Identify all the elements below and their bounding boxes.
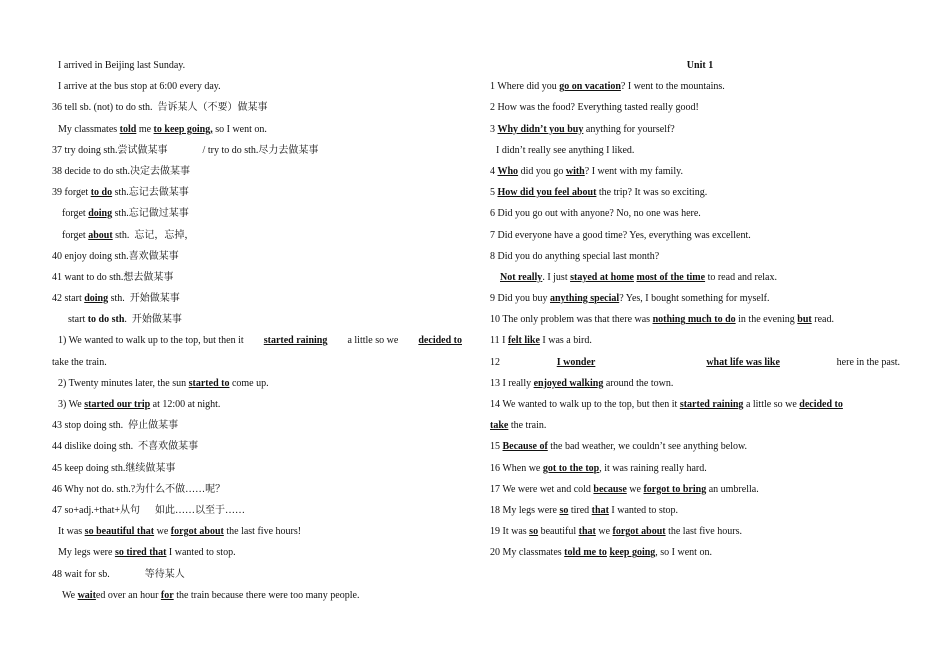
text-line: [490, 119, 910, 140]
text-run: I wanted to stop.: [166, 547, 236, 559]
text-line: [490, 479, 910, 500]
text-run: we: [154, 526, 171, 538]
text-line: [52, 97, 472, 118]
underlined-phrase: keep going: [609, 547, 656, 559]
text-line: [52, 119, 472, 140]
text-line: [52, 225, 472, 246]
underlined-phrase: nothing much to do: [652, 314, 736, 326]
text-run: sth.忘记去做某事: [112, 187, 189, 199]
text-run: My legs were: [58, 547, 115, 559]
text-run: 17 We were wet and cold: [490, 483, 594, 495]
text-run: [650, 352, 653, 373]
text-run: 48 wait for sb. 等待某人: [52, 568, 185, 580]
text-run: 5: [490, 187, 498, 199]
text-run: so I went on.: [212, 123, 267, 135]
text-run: 14 We wanted to walk up to the top, but then it: [490, 399, 680, 410]
text-line: [490, 500, 910, 521]
underlined-phrase: take: [490, 420, 509, 432]
text-run: a little so we: [344, 335, 401, 347]
text-line: [52, 500, 472, 521]
text-run: me: [136, 123, 154, 135]
underlined-phrase: anything special: [550, 293, 620, 305]
text-run: 19 It was: [490, 526, 530, 538]
text-run: I wanted to stop.: [608, 504, 679, 516]
underlined-phrase: that: [591, 504, 609, 516]
text-line: [490, 309, 910, 330]
underlined-phrase: but: [797, 314, 812, 326]
underlined-phrase: about: [88, 229, 113, 241]
text-line: [52, 564, 472, 585]
text-run: anything for yourself?: [583, 123, 675, 135]
underlined-phrase: to do: [90, 187, 113, 199]
underlined-phrase: Because of: [502, 441, 548, 453]
underlined-phrase: started raining: [679, 399, 744, 410]
underlined-phrase: I wonder: [556, 356, 596, 368]
text-run: 46 Why not do. sth.?为什么不做……呢？: [52, 483, 226, 495]
text-run: 11 I: [490, 335, 508, 347]
text-run: start: [68, 314, 88, 326]
underlined-phrase: with: [565, 165, 585, 177]
text-run: take the train.: [52, 356, 107, 368]
text-run: , so I went on.: [655, 547, 712, 559]
text-line: [490, 436, 910, 457]
underlined-phrase: so: [529, 526, 539, 538]
underlined-phrase: wait: [77, 589, 96, 601]
text-run: 38 decide to do sth.决定去做某事: [52, 165, 191, 177]
text-run: come up.: [229, 377, 269, 389]
text-run: sth. 开始做某事: [108, 293, 180, 305]
text-run: beautiful: [538, 526, 579, 538]
text-run: here in the past.: [834, 356, 900, 368]
text-run: 4: [490, 165, 498, 177]
text-run: 16 When we: [490, 462, 543, 474]
text-run: ? Yes, I bought something for myself.: [619, 293, 770, 305]
text-run: My classmates: [58, 123, 120, 135]
text-line: [52, 288, 472, 309]
text-run: 10 The only problem was that there was: [490, 314, 653, 326]
underlined-phrase: so: [559, 504, 569, 516]
underlined-phrase: forgot about: [612, 526, 666, 538]
text-run: 1 Where did you: [490, 81, 560, 93]
text-line: [52, 203, 472, 224]
text-run: sth. 忘记，忘掉，: [112, 229, 195, 241]
text-run: around the town.: [603, 377, 674, 389]
text-run: 44 dislike doing sth. 不喜欢做某事: [52, 441, 199, 453]
underlined-phrase: that: [578, 526, 596, 538]
right-column: [490, 55, 910, 564]
text-run: 37 try doing sth.尝试做某事 / try to do sth.尽力去做某事: [52, 144, 319, 156]
underlined-phrase: for: [160, 589, 174, 601]
text-line: [52, 161, 472, 182]
text-run: the train because there were too many people.: [173, 589, 360, 601]
text-line: [52, 458, 472, 479]
text-run: ? I went to the mountains.: [620, 81, 725, 93]
left-column: [52, 55, 472, 606]
text-line: [52, 585, 472, 606]
text-run: the last five hours.: [665, 526, 742, 538]
text-run: 3) We: [58, 399, 85, 410]
underlined-phrase: most of the time: [636, 271, 706, 283]
text-run: forget: [62, 229, 89, 241]
underlined-phrase: doing: [88, 208, 113, 220]
underlined-phrase: decided to: [799, 399, 843, 410]
text-line: [52, 246, 472, 267]
text-line: [52, 140, 472, 161]
text-run: 42 start: [52, 293, 85, 305]
text-line: [52, 373, 472, 394]
text-run: . 开始做某事: [124, 314, 182, 326]
underlined-phrase: what life was like: [706, 356, 780, 368]
text-run: the train.: [508, 420, 547, 432]
text-run: 45 keep doing sth.继续做某事: [52, 462, 176, 474]
underlined-phrase: so tired that: [114, 547, 167, 559]
underlined-phrase: doing: [84, 293, 109, 305]
text-run: 18 My legs were: [490, 504, 560, 516]
text-run: I arrived in Beijing last Sunday.: [58, 60, 186, 71]
text-run: to read and relax.: [705, 271, 777, 283]
text-run: tired: [568, 504, 592, 516]
text-run: , it was raining really hard.: [599, 462, 707, 474]
text-line: [52, 415, 472, 436]
text-run: we: [626, 483, 644, 495]
text-line: [52, 55, 472, 76]
text-run: the last five hours!: [223, 526, 302, 538]
underlined-phrase: Not really: [500, 271, 543, 283]
text-line: [490, 161, 910, 182]
text-line: [490, 352, 910, 373]
text-line: [52, 182, 472, 203]
text-line: [52, 267, 472, 288]
underlined-phrase: forgot to bring: [643, 483, 707, 495]
underlined-phrase: told me to: [564, 547, 607, 559]
text-line: [490, 140, 910, 161]
text-run: 3: [490, 123, 498, 135]
underlined-phrase: decided to: [418, 335, 462, 347]
text-line: [52, 76, 472, 97]
text-run: an umbrella.: [706, 483, 759, 495]
text-line: [52, 542, 472, 563]
text-run: It was: [58, 526, 85, 538]
text-run: read.: [811, 314, 834, 326]
text-run: 8 Did you do anything special last month?: [490, 250, 660, 262]
text-line: [490, 182, 910, 203]
underlined-phrase: started to: [188, 377, 230, 389]
text-run: ? I went with my family.: [584, 165, 683, 177]
text-line: [490, 521, 910, 542]
text-run: ed over an hour: [95, 589, 161, 601]
text-line: [490, 373, 910, 394]
text-line: [52, 330, 472, 351]
text-line: [52, 479, 472, 500]
unit-title: Unit 1: [686, 60, 714, 71]
text-line: [52, 394, 472, 415]
text-run: 2 How was the food? Everything tasted really good!: [490, 102, 699, 114]
underlined-phrase: How did you feel about: [497, 187, 597, 199]
underlined-phrase: Who: [497, 165, 519, 177]
text-line: [490, 203, 910, 224]
text-run: a little so we: [743, 399, 800, 410]
text-line: [490, 225, 910, 246]
underlined-phrase: started raining: [263, 335, 328, 347]
text-run: we: [595, 526, 613, 538]
underlined-phrase: felt like: [507, 335, 540, 347]
underlined-phrase: got to the top: [542, 462, 600, 474]
underlined-phrase: because: [593, 483, 627, 495]
underlined-phrase: Why didn’t you buy: [497, 123, 584, 135]
underlined-phrase: stayed at home: [570, 271, 634, 283]
text-run: I was a bird.: [539, 335, 592, 347]
text-run: . I just: [542, 271, 571, 283]
text-run: 13 I really: [490, 377, 534, 389]
text-line: [490, 542, 910, 563]
text-run: 6 Did you go out with anyone? No, no one was here.: [490, 208, 701, 220]
underlined-phrase: to keep going,: [153, 123, 213, 135]
text-run: 2) Twenty minutes later, the sun: [58, 377, 189, 389]
text-run: 36 tell sb. (not) to do sth. 告诉某人（不要）做某事: [52, 102, 268, 114]
underlined-phrase: told: [119, 123, 137, 135]
text-run: 20 My classmates: [490, 547, 565, 559]
text-run: 40 enjoy doing sth.喜欢做某事: [52, 250, 179, 262]
underlined-phrase: enjoyed walking: [533, 377, 604, 389]
underlined-phrase: forgot about: [170, 526, 224, 538]
text-line: [490, 394, 910, 415]
underlined-phrase: started our trip: [84, 399, 151, 410]
text-run: at 12:00 at night.: [150, 399, 221, 410]
text-run: 9 Did you buy: [490, 293, 550, 305]
underlined-phrase: so beautiful that: [84, 526, 155, 538]
text-line: [52, 521, 472, 542]
text-run: did you go: [518, 165, 566, 177]
text-run: 47 so+adj.+that+从句 如此……以至于……: [52, 504, 246, 516]
text-run: 12: [490, 356, 503, 368]
text-run: in the evening: [735, 314, 798, 326]
text-line: [490, 458, 910, 479]
text-run: I didn’t really see anything I liked.: [496, 144, 635, 156]
text-run: 1) We wanted to walk up to the top, but then it: [58, 335, 247, 347]
text-line: [52, 436, 472, 457]
text-line: [490, 288, 910, 309]
text-run: the trip? It was so exciting.: [596, 187, 708, 199]
underlined-phrase: go on vacation: [559, 81, 621, 93]
bold-phrase: to do sth: [87, 314, 125, 326]
text-line: [52, 352, 472, 373]
text-run: We: [62, 589, 78, 601]
text-run: sth.忘记做过某事: [112, 208, 189, 220]
text-line: [490, 246, 910, 267]
text-run: 39 forget: [52, 187, 91, 199]
text-run: I arrive at the bus stop at 6:00 every day.: [58, 81, 221, 93]
text-line: [490, 76, 910, 97]
text-run: 7 Did everyone have a good time? Yes, everything was excellent.: [490, 229, 751, 241]
text-line: [490, 97, 910, 118]
text-run: 15: [490, 441, 503, 453]
text-run: 43 stop doing sth. 停止做某事: [52, 420, 179, 432]
text-line: [490, 330, 910, 351]
text-run: the bad weather, we couldn’t see anything below.: [547, 441, 748, 453]
text-run: 41 want to do sth.想去做某事: [52, 271, 174, 283]
text-line: [490, 415, 910, 436]
text-line: [490, 267, 910, 288]
text-line: [52, 309, 472, 330]
text-run: forget: [62, 208, 89, 220]
